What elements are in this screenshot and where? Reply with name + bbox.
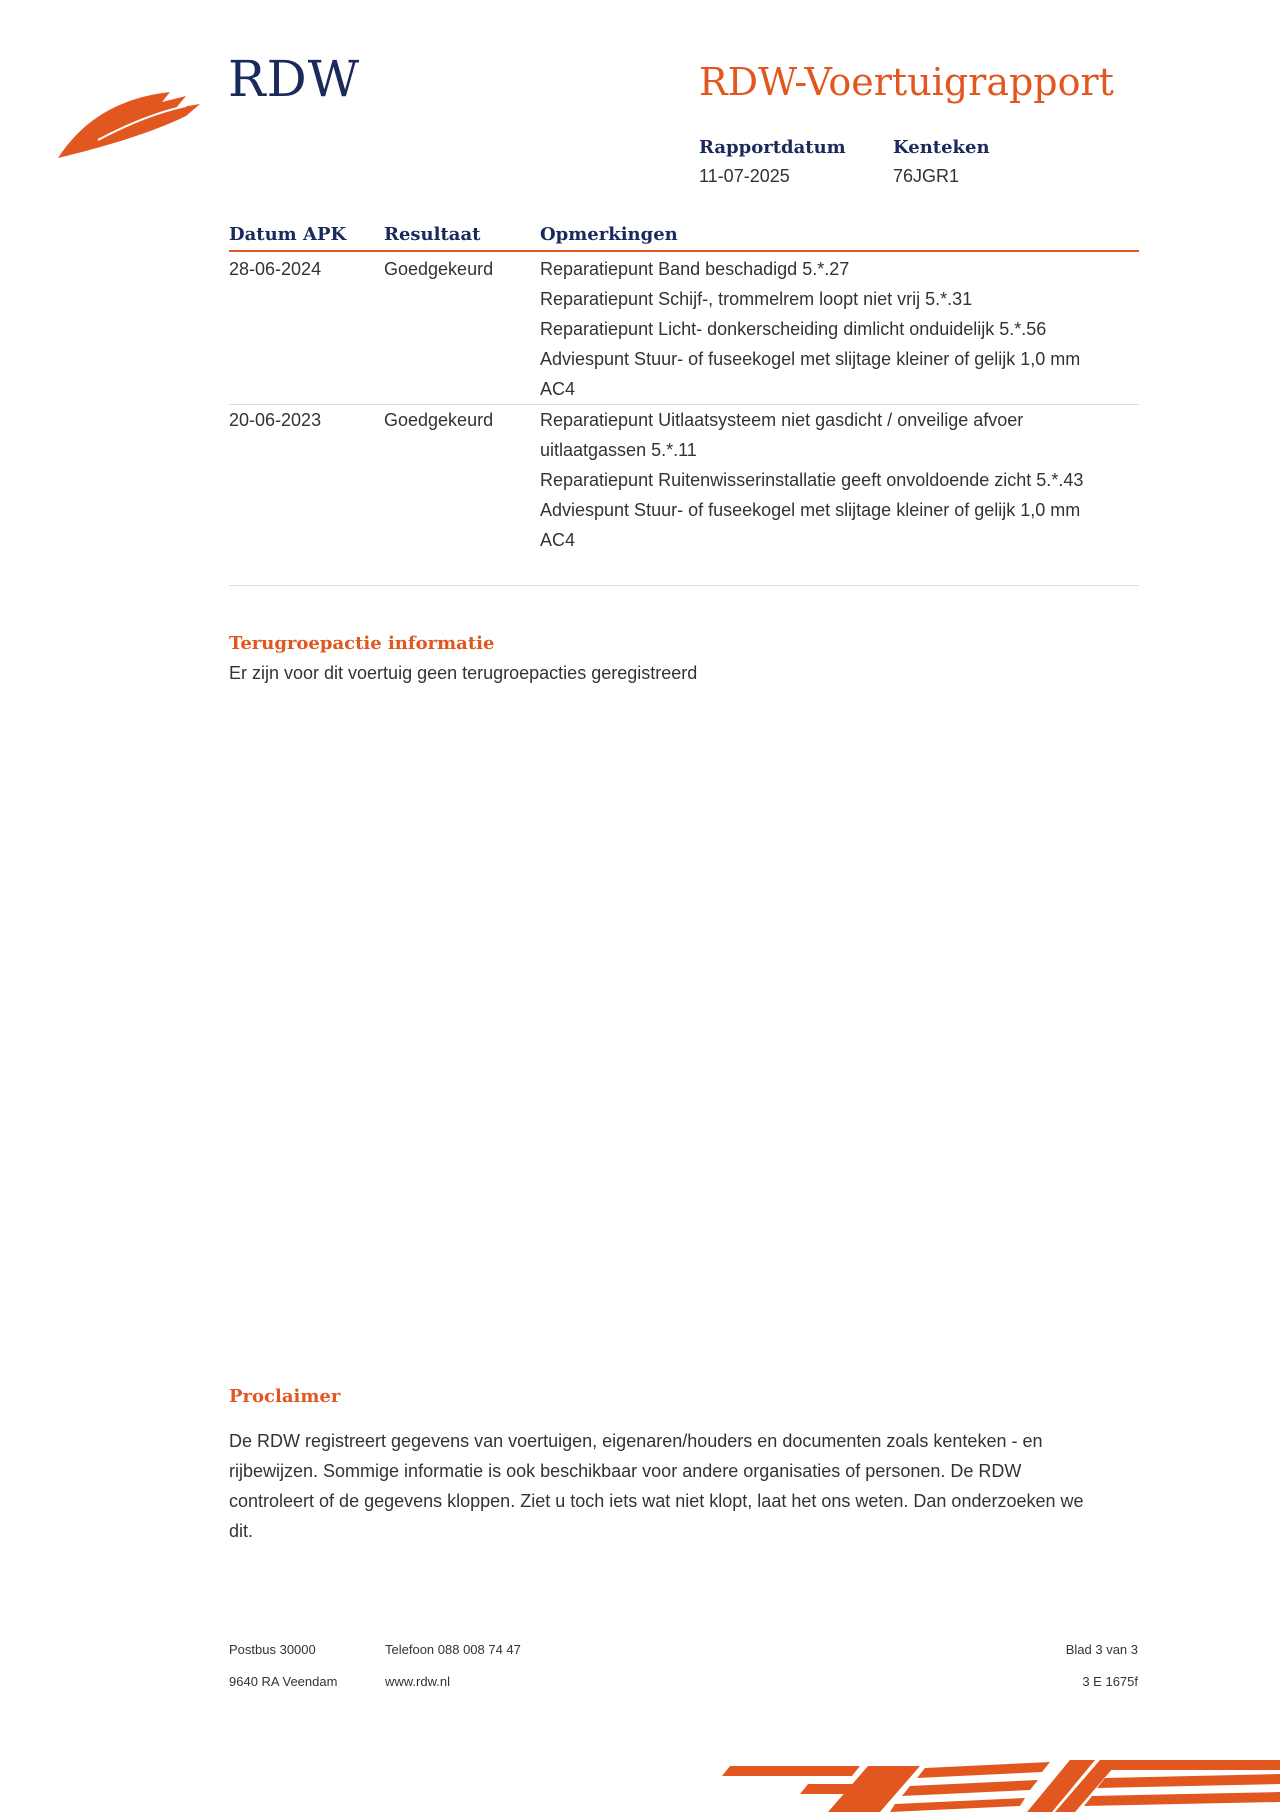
apk-date: 20-06-2023 [229, 410, 322, 430]
rdw-feather-logo-icon [58, 80, 208, 162]
table-row [229, 405, 1139, 586]
apk-note: Reparatiepunt Ruitenwisserinstallatie geeft onvoldoende zicht 5.*.43 [540, 470, 1084, 490]
rdw-stripes-icon [720, 1740, 1280, 1812]
apk-note: Reparatiepunt Licht- donkerscheiding dimlicht onduidelijk 5.*.56 [540, 319, 1047, 339]
footer-page-number: Blad 3 van 3 [1065, 1642, 1138, 1657]
footer-website: www.rdw.nl [385, 1674, 451, 1689]
table-row [229, 254, 1139, 405]
footer-code: 3 E 1675f [1082, 1674, 1138, 1689]
apk-note: Adviespunt Stuur- of fuseekogel met slijtage kleiner of gelijk 1,0 mm AC4 [540, 500, 1081, 550]
brand-name: RDW [228, 50, 361, 108]
apk-note: Reparatiepunt Uitlaatsysteem niet gasdicht / onveilige afvoer uitlaatgassen 5.*.11 [540, 410, 1024, 460]
apk-note: Reparatiepunt Band beschadigd 5.*.27 [540, 259, 850, 279]
column-header-result: Resultaat [384, 224, 481, 245]
report-date-value: 11-07-2025 [699, 166, 790, 186]
plate-label: Kenteken [893, 137, 990, 158]
report-title: RDW-Voertuigrapport [699, 60, 1114, 104]
apk-notes [540, 405, 1100, 555]
apk-note: Adviespunt Stuur- of fuseekogel met slijtage kleiner of gelijk 1,0 mm AC4 [540, 349, 1081, 399]
footer-postbus: Postbus 30000 [229, 1642, 316, 1657]
plate-value: 76JGR1 [893, 166, 960, 186]
column-header-date: Datum APK [229, 224, 347, 245]
proclaimer-text: De RDW registreert gegevens van voertuigen, eigenaren/houders en documenten zoals kenteken - en rijbewijzen. Sommige informatie is ook beschikbaar voor andere organisaties of personen. De RDW controleert of de gegevens kloppen. Ziet u toch iets wat niet klopt, laat het ons weten. Dan onderzoeken we dit. [229, 1431, 1084, 1541]
apk-date: 28-06-2024 [229, 259, 322, 279]
apk-notes [540, 254, 1100, 404]
proclaimer-title: Proclaimer [229, 1386, 341, 1407]
column-header-notes: Opmerkingen [540, 224, 678, 245]
apk-note: Reparatiepunt Schijf-, trommelrem loopt niet vrij 5.*.31 [540, 289, 973, 309]
header-divider [229, 250, 1139, 252]
footer-city: 9640 RA Veendam [229, 1674, 338, 1689]
recall-title: Terugroepactie informatie [229, 633, 495, 654]
recall-text: Er zijn voor dit voertuig geen terugroepacties geregistreerd [229, 663, 698, 683]
report-date-label: Rapportdatum [699, 137, 846, 158]
apk-result: Goedgekeurd [384, 259, 494, 279]
apk-result: Goedgekeurd [384, 410, 494, 430]
footer-phone: Telefoon 088 008 74 47 [385, 1642, 521, 1657]
